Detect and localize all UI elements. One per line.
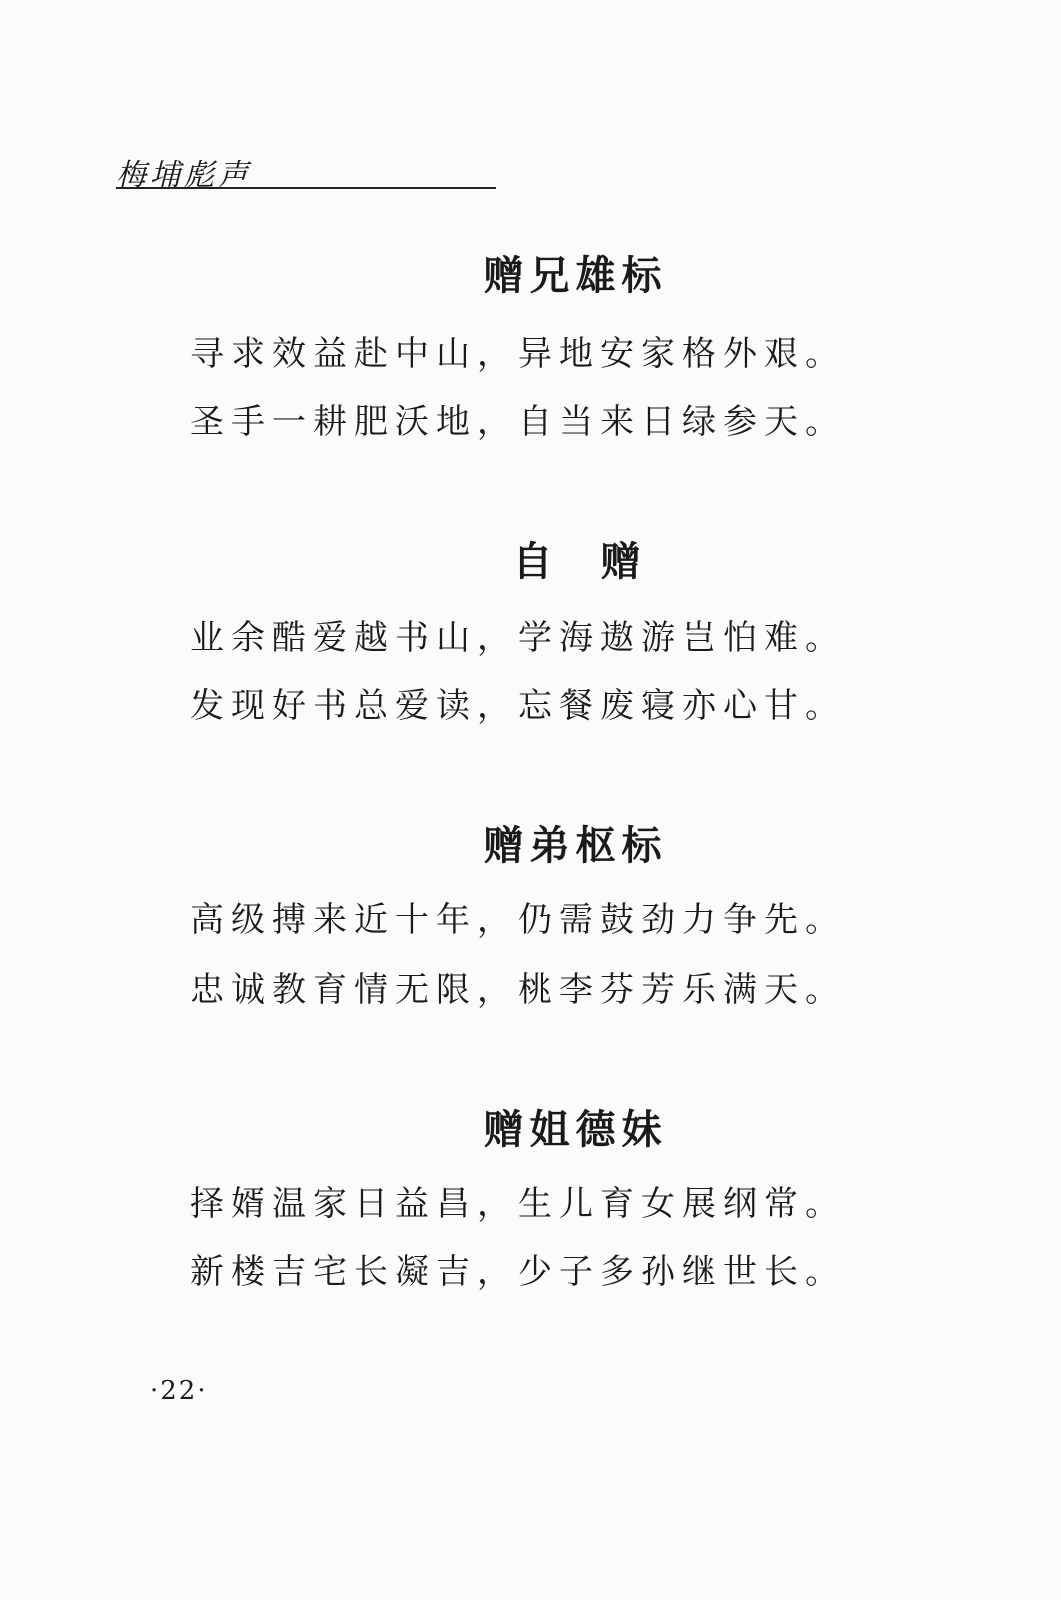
poem-line: 业余酷爱越书山，学海遨游岂怕难。: [190, 618, 846, 658]
poem-2: [0, 534, 1061, 726]
poem-line: 新楼吉宅长凝吉，少子多孙继世长。: [190, 1252, 846, 1292]
poem-line: 高级搏来近十年，仍需鼓劲力争先。: [190, 900, 846, 940]
poem-line: 忠诚教育情无限，桃李芬芳乐满天。: [190, 970, 846, 1010]
poem-line: 发现好书总爱读，忘餐废寝亦心甘。: [190, 686, 846, 726]
poem-4: [0, 1102, 1061, 1292]
poem-title: 自赠: [512, 539, 689, 585]
poem-line: 圣手一耕肥沃地，自当来日绿参天。: [190, 402, 846, 442]
page-number: ·22·: [150, 1376, 208, 1406]
poem-line: 寻求效益赴中山，异地安家格外艰。: [190, 334, 846, 374]
poem-1: [0, 248, 1061, 442]
header-rule: [116, 187, 496, 189]
poem-title: 赠姐德妹: [483, 1107, 668, 1153]
running-header: 梅埔彪声: [116, 158, 252, 193]
poem-3: [0, 818, 1061, 1010]
poem-title: 赠兄雄标: [483, 253, 668, 299]
poem-line: 择婿温家日益昌，生儿育女展纲常。: [190, 1184, 846, 1224]
poem-title: 赠弟枢标: [483, 823, 668, 869]
